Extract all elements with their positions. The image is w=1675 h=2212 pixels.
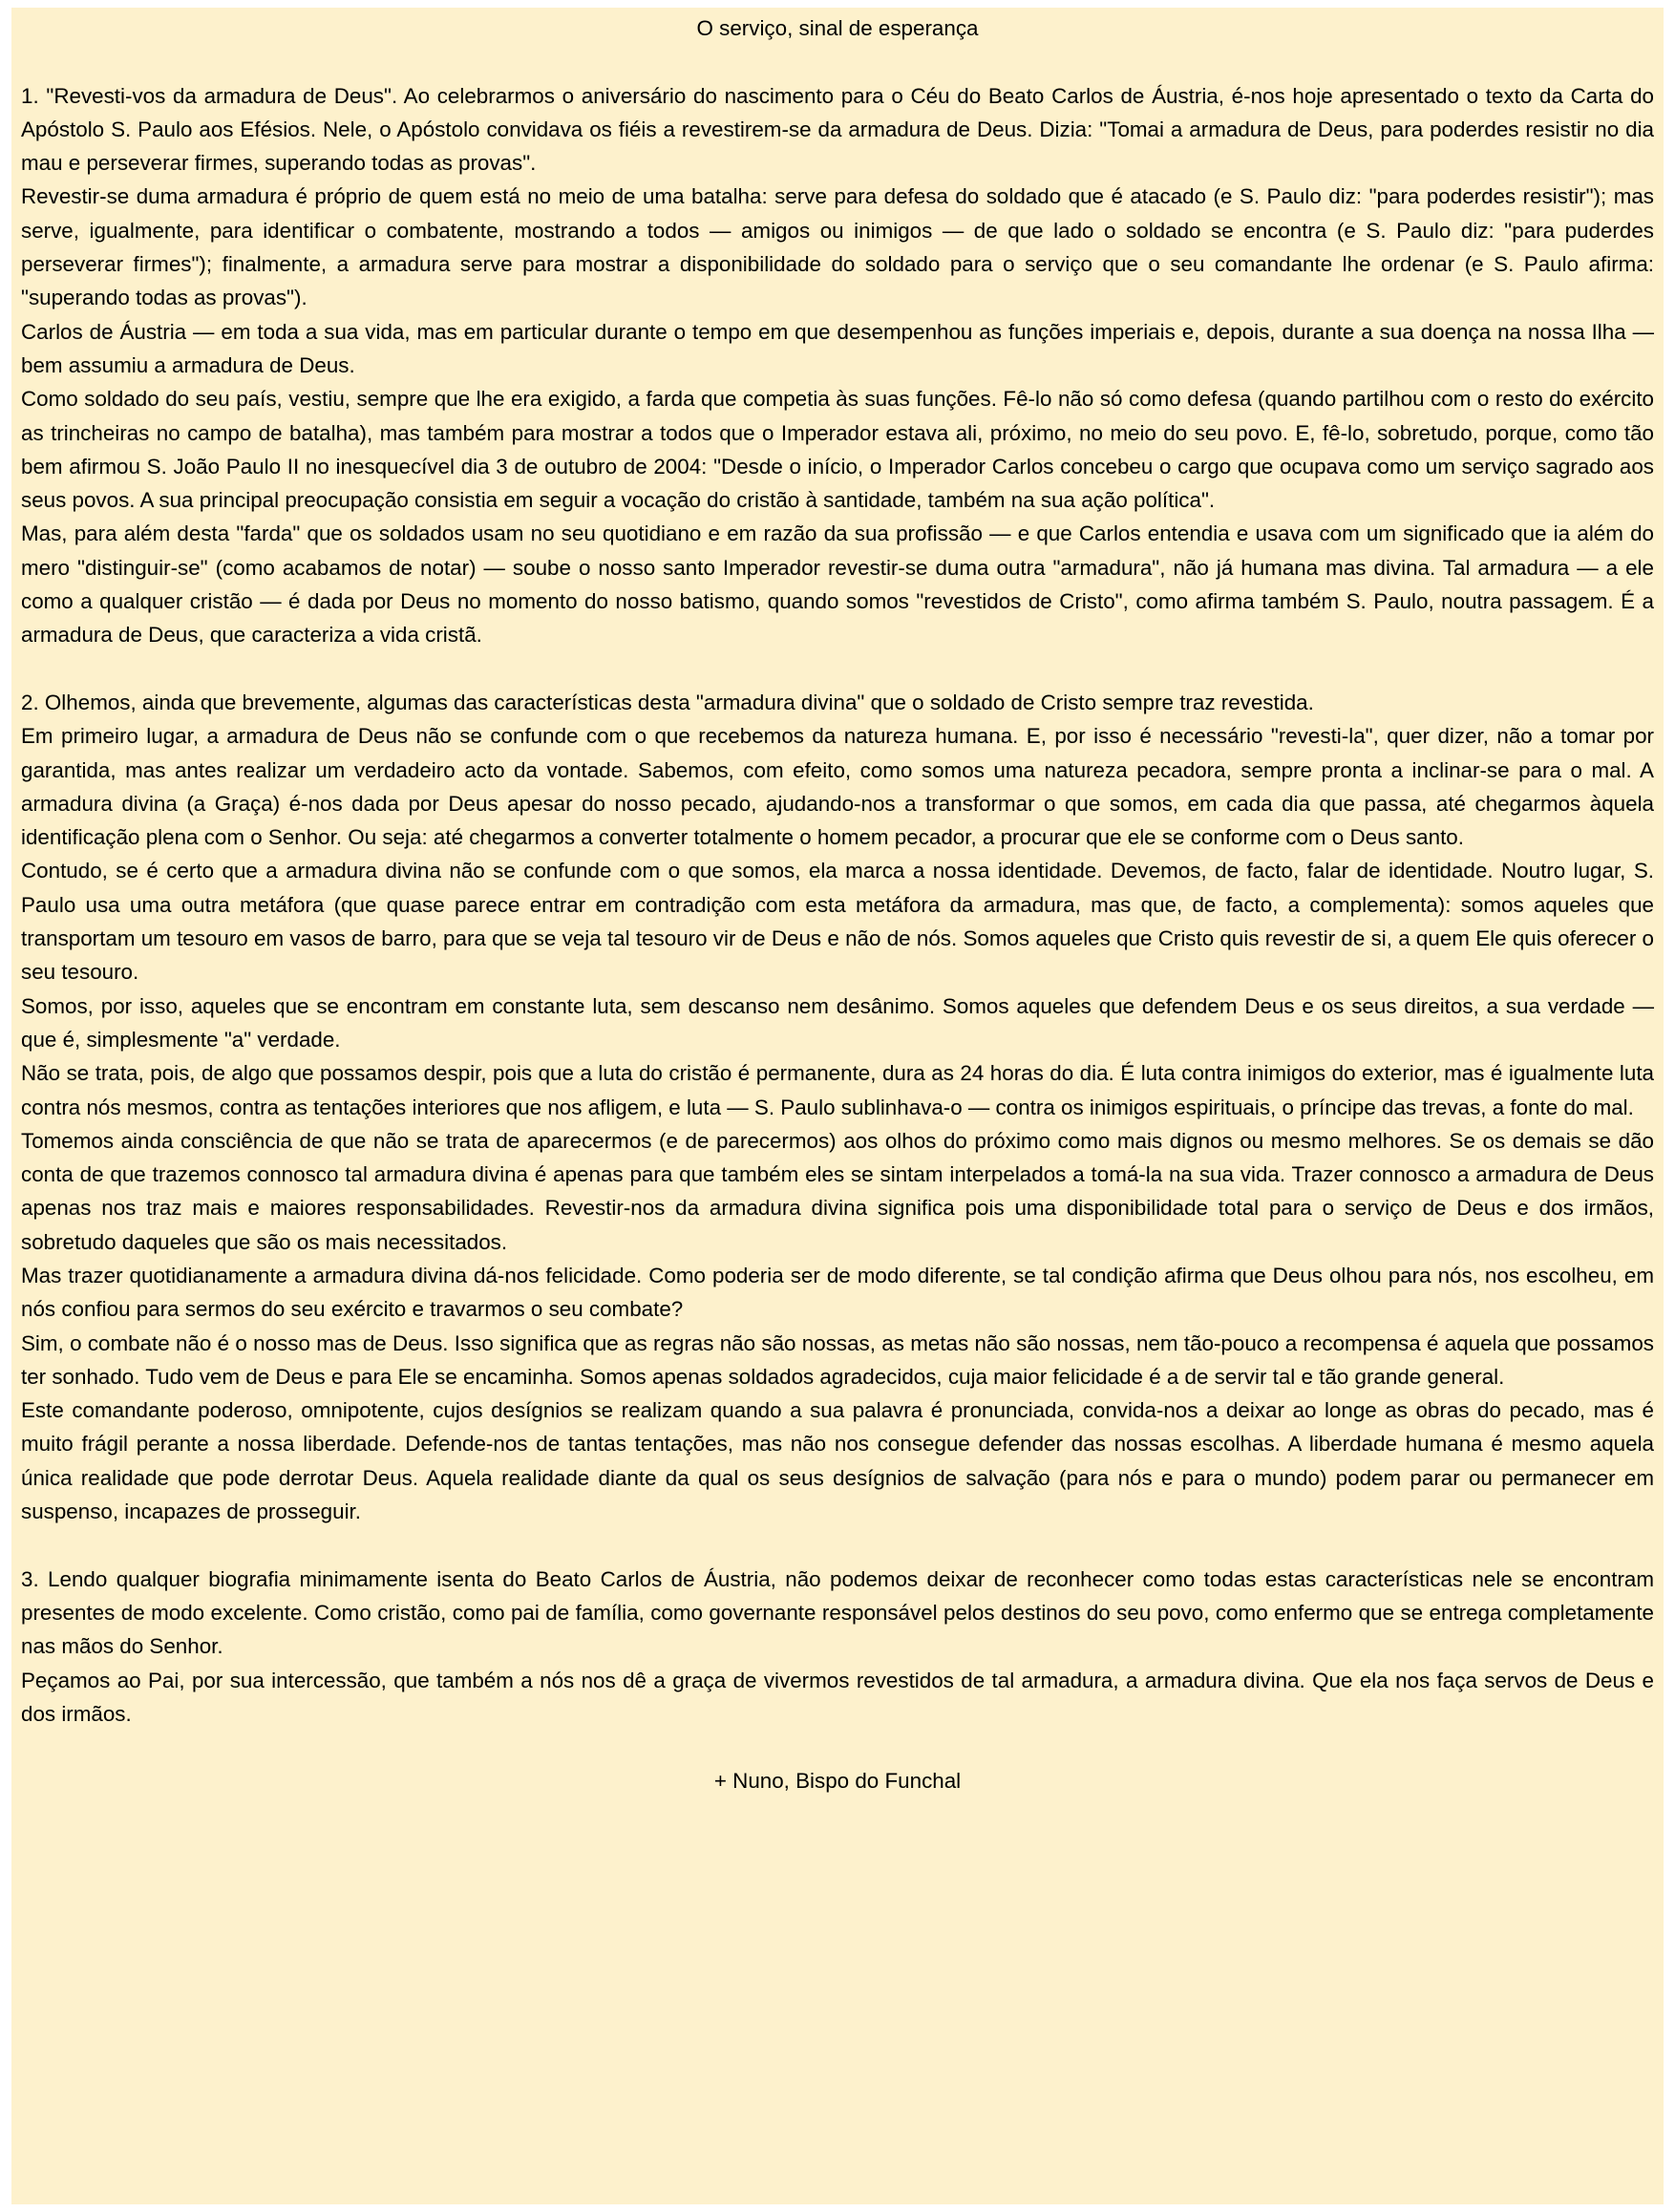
paragraph: 1. "Revesti-vos da armadura de Deus". Ao celebrarmos o aniversário do nascimento para o Céu do Beato Carlos de Áustria, é-nos hoje apresentado o texto da Carta do Apóstolo S. Paulo aos Efésios. Nele, o Apóstolo convidava os fiéis a revestirem-se da armadura de Deus. Dizia: "Tomai a armadura de Deus, para poderdes resistir no dia mau e perseverar firmes, superando todas as provas".	[21, 83, 1654, 176]
document-page	[11, 8, 1664, 2204]
paragraph: Peçamos ao Pai, por sua intercessão, que também a nós nos dê a graça de vivermos revestidos de tal armadura, a armadura divina. Que ela nos faça servos de Deus e dos irmãos.	[21, 1668, 1654, 1726]
paragraph: Como soldado do seu país, vestiu, sempre que lhe era exigido, a farda que competia às suas funções. Fê-lo não só como defesa (quando partilhou com o resto do exército as trincheiras no campo de batalha), mas também para mostrar a todos que o Imperador estava ali, próximo, no meio do seu povo. E, fê-lo, sobretudo, porque, como tão bem afirmou S. João Paulo II no inesquecível dia 3 de outubro de 2004: "Desde o início, o Imperador Carlos concebeu o cargo que ocupava como um serviço sagrado aos seus povos. A sua principal preocupação consistia em seguir a vocação do cristão à santidade, também na sua ação política".	[21, 387, 1654, 513]
signature: + Nuno, Bispo do Funchal	[713, 1769, 962, 1794]
paragraph: Tomemos ainda consciência de que não se trata de aparecermos (e de parecermos) aos olhos do próximo como mais dignos ou mesmo melhores. Se os demais se dão conta de que trazemos connosco tal armadura divina é apenas para que também eles se sintam interpelados a tomá-la na sua vida. Trazer connosco a armadura de Deus apenas nos traz mais e maiores responsabilidades. Revestir-nos da armadura divina significa pois uma disponibilidade total para o serviço de Deus e dos irmãos, sobretudo daqueles que são os mais necessitados.	[21, 1128, 1654, 1254]
paragraph: Carlos de Áustria — em toda a sua vida, mas em particular durante o tempo em que desempenhou as funções imperiais e, depois, durante a sua doença na nossa Ilha — bem assumiu a armadura de Deus.	[21, 319, 1654, 377]
paragraph: Mas trazer quotidianamente a armadura divina dá-nos felicidade. Como poderia ser de modo diferente, se tal condição afirma que Deus olhou para nós, nos escolheu, em nós confiou para sermos do seu exército e travarmos o seu combate?	[21, 1263, 1654, 1322]
section-3	[21, 1563, 1654, 1731]
paragraph: Em primeiro lugar, a armadura de Deus não se confunde com o que recebemos da natureza humana. E, por isso é necessário "revesti-la", quer dizer, não a tomar por garantida, mas antes realizar um verdadeiro acto da vontade. Sabemos, com efeito, como somos uma natureza pecadora, sempre pronta a inclinar-se para o mal. A armadura divina (a Graça) é-nos dada por Deus apesar do nosso pecado, ajudando-nos a transformar o que somos, em cada dia que passa, até chegarmos àquela identificação plena com o Senhor. Ou seja: até chegarmos a converter totalmente o homem pecador, a procurar que ele se conforme com o Deus santo.	[21, 724, 1654, 850]
paragraph: Somos, por isso, aqueles que se encontram em constante luta, sem descanso nem desânimo. Somos aqueles que defendem Deus e os seus direitos, a sua verdade — que é, simplesmente "a" verdade.	[21, 993, 1654, 1052]
document-title: O serviço, sinal de esperança	[696, 16, 979, 40]
paragraph: Contudo, se é certo que a armadura divina não se confunde com o que somos, ela marca a nossa identidade. Devemos, de facto, falar de identidade. Noutro lugar, S. Paulo usa uma outra metáfora (que quase parece entrar em contradição com esta metáfora da armadura, mas que, de facto, a complementa): somos aqueles que transportam um tesouro em vasos de barro, para que se veja tal tesouro vir de Deus e não de nós. Somos aqueles que Cristo quis revestir de si, a quem Ele quis oferecer o seu tesouro.	[21, 859, 1654, 985]
paragraph: Revestir-se duma armadura é próprio de quem está no meio de uma batalha: serve para defesa do soldado que é atacado (e S. Paulo diz: "para poderdes resistir"); mas serve, igualmente, para identificar o combatente, mostrando a todos — amigos ou inimigos — de que lado o soldado se encontra (e S. Paulo diz: "para puderdes perseverar firmes"); finalmente, a armadura serve para mostrar a disponibilidade do soldado para o serviço que o seu comandante lhe ordenar (e S. Paulo afirma: "superando todas as provas").	[21, 184, 1654, 310]
paragraph: Este comandante poderoso, omnipotente, cujos desígnios se realizam quando a sua palavra é pronunciada, convida-nos a deixar ao longe as obras do pecado, mas é muito frágil perante a nossa liberdade. Defende-nos de tantas tentações, mas não nos consegue defender das nossas escolhas. A liberdade humana é mesmo aquela única realidade que pode derrotar Deus. Aquela realidade diante da qual os seus desígnios de salvação (para nós e para o mundo) podem parar ou permanecer em suspenso, incapazes de prosseguir.	[21, 1398, 1654, 1524]
section-1	[21, 79, 1654, 652]
section-2	[21, 686, 1654, 1528]
paragraph: 3. Lendo qualquer biografia minimamente isenta do Beato Carlos de Áustria, não podemos deixar de reconhecer como todas estas características nele se encontram presentes de modo excelente. Como cristão, como pai de família, como governante responsável pelos destinos do seu povo, como enfermo que se entrega completamente nas mãos do Senhor.	[21, 1566, 1654, 1659]
paragraph: Mas, para além desta "farda" que os soldados usam no seu quotidiano e em razão da sua profissão — e que Carlos entendia e usava com um significado que ia além do mero "distinguir-se" (como acabamos de notar) — soube o nosso santo Imperador revestir-se duma outra "armadura", não já humana mas divina. Tal armadura — a ele como a qualquer cristão — é dada por Deus no momento do nosso batismo, quando somos "revestidos de Cristo", como afirma também S. Paulo, noutra passagem. É a armadura de Deus, que caracteriza a vida cristã.	[21, 521, 1654, 648]
paragraph: Sim, o combate não é o nosso mas de Deus. Isso significa que as regras não são nossas, as metas não são nossas, nem tão-pouco a recompensa é aquela que possamos ter sonhado. Tudo vem de Deus e para Ele se encaminha. Somos apenas soldados agradecidos, cuja maior felicidade é a de servir tal e tão grande general.	[21, 1330, 1654, 1389]
paragraph: Não se trata, pois, de algo que possamos despir, pois que a luta do cristão é permanente, dura as 24 horas do dia. É luta contra inimigos do exterior, mas é igualmente luta contra nós mesmos, contra as tentações interiores que nos afligem, e luta — S. Paulo sublinhava-o — contra os inimigos espirituais, o príncipe das trevas, a fonte do mal.	[21, 1061, 1654, 1119]
paragraph: 2. Olhemos, ainda que brevemente, algumas das características desta "armadura divina" que o soldado de Cristo sempre traz revestida.	[21, 690, 1314, 714]
